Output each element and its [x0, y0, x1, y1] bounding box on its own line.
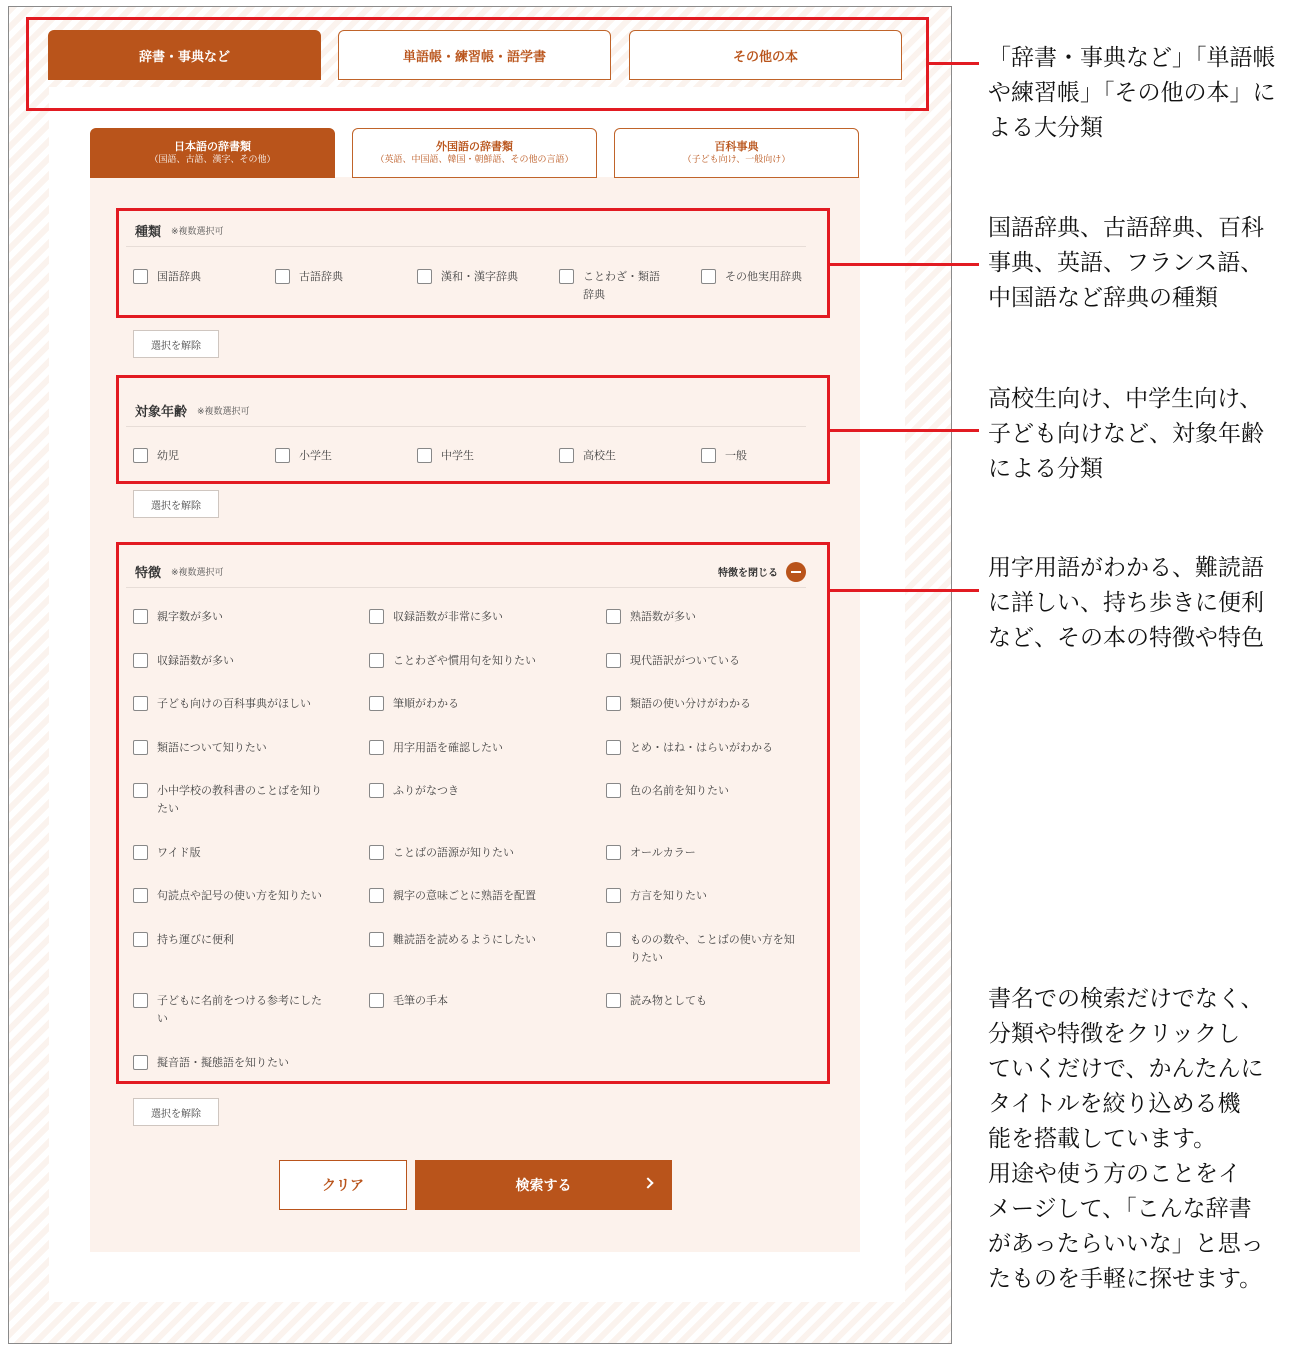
callout-target-age: 高校生向け、中学生向け、 子ども向けなど、対象年齢 による分類: [988, 386, 1264, 482]
option-label: ワイド版: [157, 846, 201, 859]
tab-dictionaries[interactable]: 辞書・事典など: [48, 30, 321, 80]
subtab-foreign-dictionaries[interactable]: [352, 128, 597, 178]
callout-main-category: 「辞書・事典など」「単語帳 や練習帳」「その他の本」に よる大分類: [988, 45, 1276, 141]
option-label: 中学生: [441, 449, 474, 462]
option-label: その他実用辞典: [725, 270, 802, 283]
option-label: ことわざや慣用句を知りたい: [393, 654, 536, 667]
option-label: 小中学校の教科書のことばを知り たい: [157, 784, 322, 815]
clear-button[interactable]: クリア: [279, 1160, 407, 1210]
option-label: ふりがなつき: [393, 784, 459, 797]
subtab-encyclopedias[interactable]: [614, 128, 859, 178]
features-section-title: 特徴: [135, 566, 162, 581]
option-label: 高校生: [583, 449, 616, 462]
option-label: とめ・はね・はらいがわかる: [630, 741, 773, 754]
tab-wordbooks[interactable]: 単語帳・練習帳・語学書: [338, 30, 611, 80]
option-label: 収録語数が非常に多い: [393, 610, 503, 623]
option-label: 親字の意味ごとに熟語を配置: [393, 889, 536, 902]
option-label: 子ども向けの百科事典がほしい: [157, 697, 311, 710]
callout-features: 用字用語がわかる、難読語 に詳しい、持ち歩きに便利 など、その本の特徴や特色: [988, 555, 1264, 651]
option-label: 幼児: [157, 449, 179, 462]
subtab-japanese-dictionaries[interactable]: [90, 128, 335, 178]
option-label: ことわざ・類語 辞典: [583, 270, 660, 301]
highlight-age-section: [116, 375, 830, 484]
option-label: 一般: [725, 449, 747, 462]
multiple-select-note: ※複数選択可: [171, 568, 224, 578]
search-button-label: 検索する: [515, 1178, 572, 1194]
option-label: 親字数が多い: [157, 610, 223, 623]
subtab-title: 日本語の辞書類: [174, 140, 251, 153]
option-label: 現代語訳がついている: [630, 654, 740, 667]
option-label: 句読点や記号の使い方を知りたい: [157, 889, 322, 902]
option-label: 持ち運びに便利: [157, 933, 234, 946]
multiple-select-note: ※複数選択可: [171, 227, 224, 237]
highlight-kind-section: [116, 208, 830, 318]
tab-other-books[interactable]: その他の本: [629, 30, 902, 80]
option-label: 筆順がわかる: [393, 697, 459, 710]
callout-connector: [830, 263, 979, 266]
kind-clear-selection-button[interactable]: 選択を解除: [133, 330, 219, 358]
multiple-select-note: ※複数選択可: [197, 407, 250, 417]
callout-connector: [830, 589, 979, 592]
age-section-title: 対象年齢: [135, 405, 188, 420]
option-label: 類語の使い分けがわかる: [630, 697, 751, 710]
option-label: 擬音語・擬態語を知りたい: [157, 1056, 289, 1069]
subtab-title: 外国語の辞書類: [436, 140, 513, 153]
option-label: 熟語数が多い: [630, 610, 696, 623]
option-label: 難読語を読めるようにしたい: [393, 933, 536, 946]
option-label: ものの数や、ことばの使い方を知 りたい: [630, 933, 795, 964]
subtab-subtitle: （国語、古語、漢字、その他）: [149, 155, 276, 165]
option-label: 色の名前を知りたい: [630, 784, 729, 797]
highlight-main-tabs: [26, 17, 929, 111]
highlight-features-section: [116, 542, 830, 1084]
option-label: 収録語数が多い: [157, 654, 234, 667]
option-label: 方言を知りたい: [630, 889, 707, 902]
subtab-subtitle: （子ども向け、一般向け）: [682, 155, 791, 165]
option-label: 用字用語を確認したい: [393, 741, 503, 754]
search-button[interactable]: [415, 1160, 672, 1210]
option-label: オールカラー: [630, 846, 696, 859]
age-clear-selection-button[interactable]: 選択を解除: [133, 490, 219, 518]
chevron-right-icon: [642, 1177, 653, 1188]
callout-connector: [929, 62, 979, 65]
kind-section-title: 種類: [135, 225, 162, 240]
callout-dictionary-kind: 国語辞典、古語辞典、百科 事典、英語、フランス語、 中国語など辞典の種類: [988, 215, 1264, 311]
callout-connector: [830, 429, 979, 432]
option-label: 小学生: [299, 449, 332, 462]
option-label: 国語辞典: [157, 270, 201, 283]
option-label: 読み物としても: [630, 994, 707, 1007]
option-label: 古語辞典: [299, 270, 343, 283]
subtab-title: 百科事典: [714, 140, 759, 153]
callout-summary: 書名での検索だけでなく、 分類や特徴をクリックし ていくだけで、かんたんに タイトルを絞り込める機 能を搭載しています。 用途や使う方のことをイ メージして、「こんな辞書 があったらいいな」と思っ たものを手軽に探せます。: [988, 986, 1264, 1292]
option-label: 漢和・漢字辞典: [441, 270, 518, 283]
option-label: 類語について知りたい: [157, 741, 267, 754]
option-label: 毛筆の手本: [393, 994, 448, 1007]
features-clear-selection-button[interactable]: 選択を解除: [133, 1098, 219, 1126]
collapse-label: 特徴を閉じる: [718, 568, 778, 579]
option-label: 子どもに名前をつける参考にした い: [157, 994, 322, 1025]
option-label: ことばの語源が知りたい: [393, 846, 514, 859]
subtab-subtitle: （英語、中国語、韓国・朝鮮語、その他の言語）: [375, 155, 574, 165]
